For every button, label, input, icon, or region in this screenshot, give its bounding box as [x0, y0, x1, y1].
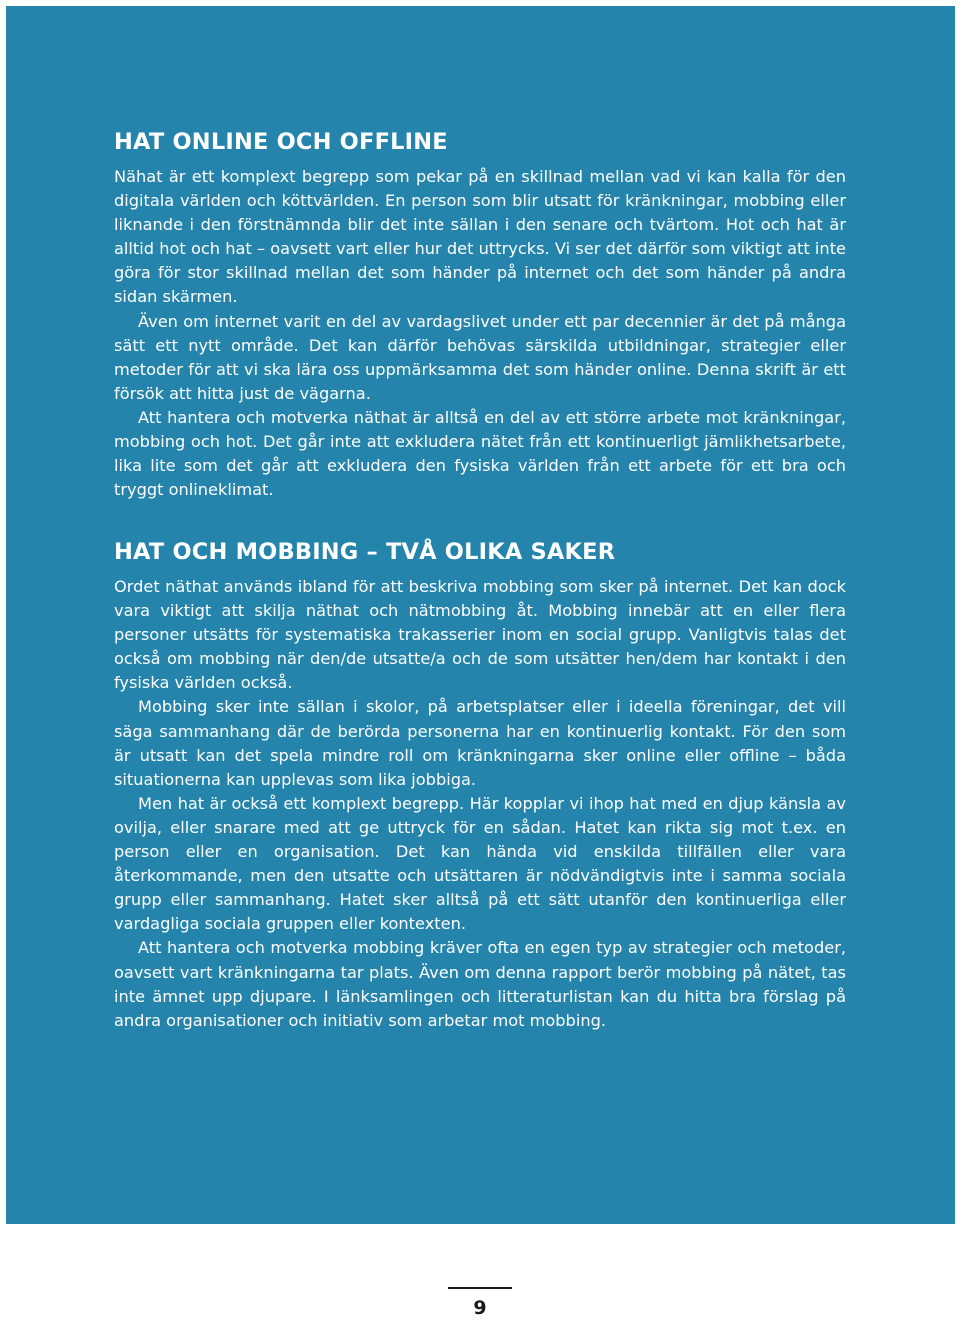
paragraph: Även om internet varit en del av vardagslivet under ett par decennier är det på många sätt ett nytt område. Det kan därför behövas särskilda utbildningar, strategier eller metoder för att vi ska lära oss uppmärksamma det som händer online. Denna skrift är ett försök att hitta just de vägarna.: [114, 311, 846, 403]
paragraph: Att hantera och motverka mobbing kräver ofta en egen typ av strategier och metoder, oavsett vart kränkningarna tar plats. Även om denna rapport berör mobbing på nätet, tas inte ämnet upp djupare. I länksamlingen och litteraturlistan kan du hitta bra förslag på andra organisationer och initiativ som arbetar mot mobbing.: [114, 938, 846, 1030]
page-number-rule: [448, 1287, 512, 1289]
paragraph: Att hantera och motverka näthat är alltså en del av ett större arbete mot kränkningar, mobbing och hot. Det går inte att exkludera nätet från ett kontinuerligt jämlikhetsarbete, lika lite som det går att exkludera den fysiska världen från ett arbete för ett bra och tryggt onlineklimat.: [114, 407, 846, 500]
section-heading: HAT ONLINE OCH OFFLINE: [114, 129, 448, 155]
section-heading: HAT OCH MOBBING – TVÅ OLIKA SAKER: [114, 539, 616, 565]
section-hat-och-mobbing: [114, 538, 846, 1033]
paragraph: Ordet näthat används ibland för att beskriva mobbing som sker på internet. Det kan dock vara viktigt att skilja näthat och nätmobbing åt. Mobbing innebär att en eller flera personer utsätts för systematiska trakasserier inom en social grupp. Vanligtvis talas det också om mobbing när den/de utsatte/a och de som utsätter hen/dem har kontakt i den fysiska världen också.: [114, 577, 846, 693]
page-number: 9: [473, 1297, 487, 1319]
paragraph: Nähat är ett komplext begrepp som pekar på en skillnad mellan vad vi kan kalla för den digitala världen och köttvärlden. En person som blir utsatt för kränkningar, mobbing eller liknande i den förstnämnda blir det inte sällan i den senare och tvärtom. Hot och hat är alltid hot och hat – oavsett vart eller hur det uttrycks. Vi ser det därför som viktigt att inte göra för stor skillnad mellan det som händer på internet och det som händer på andra sidan skärmen.: [114, 167, 846, 307]
paragraph: Mobbing sker inte sällan i skolor, på arbetsplatser eller i ideella föreningar, det vill säga sammanhang där de berörda personerna har en kontinuerlig kontakt. För den som är utsatt kan det spela mindre roll om kränkningarna sker online eller offline – båda situationerna kan upplevas som lika jobbiga.: [114, 697, 846, 789]
paragraph: Men hat är också ett komplext begrepp. Här kopplar vi ihop hat med en djup känsla av ovilja, eller snarare med att ge uttryck för en sådan. Hatet kan rikta sig mot t.ex. en person eller en organisation. Det kan hända vid enskilda tillfällen eller vara återkommande, men den utsatte och utsättaren är nödvändigtvis inte i samma sociala grupp eller sammanhang. Hatet sker alltså på ett sätt utanför den kontinuerliga eller vardagliga sociala gruppen eller kontexten.: [114, 793, 846, 934]
section-hat-online-offline: [114, 128, 846, 502]
